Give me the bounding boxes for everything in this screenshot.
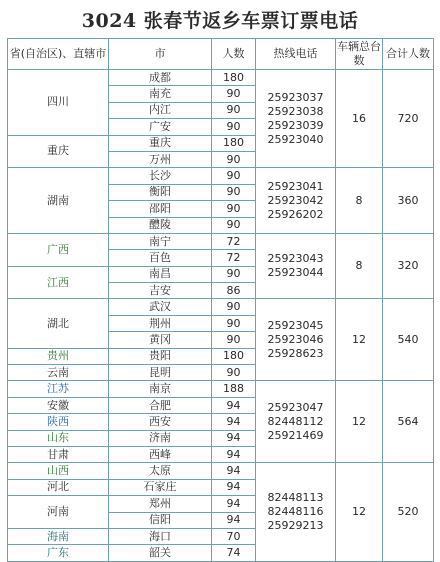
count-cell: 72 [212, 250, 256, 266]
province-cell: 河南 [8, 496, 109, 529]
city-cell: 重庆 [109, 135, 212, 151]
hotline-number: 82448116 [267, 505, 324, 519]
count-cell: 94 [212, 479, 256, 495]
table-body [8, 70, 434, 562]
count-cell: 180 [212, 348, 256, 364]
province-cell: 贵州 [8, 348, 109, 364]
header-city: 市 [109, 39, 212, 70]
hotline-table [7, 38, 434, 562]
hotline-number: 25923045 [267, 318, 324, 332]
count-cell: 94 [212, 463, 256, 479]
hotline-number: 25923046 [267, 332, 324, 346]
city-cell: 昆明 [109, 365, 212, 381]
province-cell: 河北 [8, 479, 109, 495]
count-cell: 90 [212, 266, 256, 282]
count-cell: 90 [212, 102, 256, 118]
table-row [8, 168, 434, 184]
hotline-cell [256, 233, 336, 299]
count-cell: 94 [212, 397, 256, 413]
city-cell: 荆州 [109, 315, 212, 331]
count-cell: 94 [212, 512, 256, 528]
hotline-number: 25923042 [267, 193, 324, 207]
total-cell: 720 [383, 70, 434, 168]
city-cell: 合肥 [109, 397, 212, 413]
total-cell: 540 [383, 299, 434, 381]
city-cell: 邵阳 [109, 201, 212, 217]
province-cell: 江苏 [8, 381, 109, 397]
vehicles-cell: 8 [336, 233, 383, 299]
hotline-number: 25923040 [267, 132, 324, 146]
count-cell: 188 [212, 381, 256, 397]
count-cell: 74 [212, 545, 256, 561]
province-cell: 湖北 [8, 299, 109, 348]
city-cell: 韶关 [109, 545, 212, 561]
province-cell: 广西 [8, 233, 109, 266]
city-cell: 南京 [109, 381, 212, 397]
hotline-cell [256, 463, 336, 561]
table-row [8, 70, 434, 86]
city-cell: 信阳 [109, 512, 212, 528]
count-cell: 90 [212, 332, 256, 348]
total-cell: 564 [383, 381, 434, 463]
count-cell: 90 [212, 365, 256, 381]
city-cell: 西峰 [109, 446, 212, 462]
province-cell: 江西 [8, 266, 109, 299]
hotline-number: 25923037 [267, 90, 324, 104]
province-cell: 广东 [8, 545, 109, 561]
hotline-number: 25928623 [267, 346, 324, 360]
table-header-row [8, 39, 434, 70]
hotline-number: 25923047 [267, 400, 324, 414]
city-cell: 长沙 [109, 168, 212, 184]
hotline-number: 82448112 [267, 414, 324, 428]
hotline-number: 25923039 [267, 118, 324, 132]
count-cell: 90 [212, 217, 256, 233]
count-cell: 94 [212, 496, 256, 512]
count-cell: 90 [212, 151, 256, 167]
hotline-number: 25923044 [267, 266, 324, 280]
count-cell: 180 [212, 70, 256, 86]
count-cell: 94 [212, 414, 256, 430]
city-cell: 万州 [109, 151, 212, 167]
city-cell: 醴陵 [109, 217, 212, 233]
table-row [8, 463, 434, 479]
province-cell: 山东 [8, 430, 109, 446]
city-cell: 南充 [109, 86, 212, 102]
city-cell: 百色 [109, 250, 212, 266]
vehicles-cell: 12 [336, 299, 383, 381]
count-cell: 90 [212, 201, 256, 217]
count-cell: 94 [212, 446, 256, 462]
hotline-cell [256, 70, 336, 168]
count-cell: 90 [212, 299, 256, 315]
city-cell: 武汉 [109, 299, 212, 315]
hotline-number: 25923038 [267, 104, 324, 118]
header-count: 人数 [212, 39, 256, 70]
city-cell: 南昌 [109, 266, 212, 282]
city-cell: 广安 [109, 119, 212, 135]
hotline-cell [256, 381, 336, 463]
province-cell: 四川 [8, 70, 109, 136]
vehicles-cell: 12 [336, 463, 383, 561]
count-cell: 94 [212, 430, 256, 446]
city-cell: 贵阳 [109, 348, 212, 364]
count-cell: 90 [212, 168, 256, 184]
hotline-cell [256, 168, 336, 234]
province-cell: 陕西 [8, 414, 109, 430]
table-row [8, 233, 434, 249]
page-title: 3024 张春节返乡车票订票电话 [81, 10, 359, 32]
province-cell: 重庆 [8, 135, 109, 168]
province-cell: 安徽 [8, 397, 109, 413]
header-vehicles: 车辆总台数 [336, 39, 383, 70]
city-cell: 济南 [109, 430, 212, 446]
table-row [8, 381, 434, 397]
total-cell: 360 [383, 168, 434, 234]
city-cell: 黄冈 [109, 332, 212, 348]
hotline-number: 25921469 [267, 428, 324, 442]
city-cell: 海口 [109, 528, 212, 544]
hotline-number: 25929213 [267, 519, 324, 533]
province-cell: 湖南 [8, 168, 109, 234]
city-cell: 内江 [109, 102, 212, 118]
vehicles-cell: 12 [336, 381, 383, 463]
total-cell: 320 [383, 233, 434, 299]
hotline-number: 25926202 [267, 207, 324, 221]
province-cell: 甘肃 [8, 446, 109, 462]
count-cell: 70 [212, 528, 256, 544]
hotline-number: 25923043 [267, 252, 324, 266]
city-cell: 郑州 [109, 496, 212, 512]
hotline-cell [256, 299, 336, 381]
count-cell: 90 [212, 119, 256, 135]
city-cell: 石家庄 [109, 479, 212, 495]
city-cell: 西安 [109, 414, 212, 430]
hotline-number: 25923041 [267, 179, 324, 193]
count-cell: 90 [212, 184, 256, 200]
city-cell: 衡阳 [109, 184, 212, 200]
count-cell: 90 [212, 315, 256, 331]
province-cell: 山西 [8, 463, 109, 479]
vehicles-cell: 8 [336, 168, 383, 234]
header-province: 省(自治区)、直辖市 [8, 39, 109, 70]
header-total: 合计人数 [383, 39, 434, 70]
count-cell: 180 [212, 135, 256, 151]
table-row [8, 299, 434, 315]
vehicles-cell: 16 [336, 70, 383, 168]
count-cell: 72 [212, 233, 256, 249]
city-cell: 太原 [109, 463, 212, 479]
hotline-number: 82448113 [267, 491, 324, 505]
province-cell: 云南 [8, 365, 109, 381]
province-cell: 海南 [8, 528, 109, 544]
city-cell: 南宁 [109, 233, 212, 249]
count-cell: 90 [212, 86, 256, 102]
city-cell: 成都 [109, 70, 212, 86]
header-hotline: 热线电话 [256, 39, 336, 70]
city-cell: 吉安 [109, 283, 212, 299]
count-cell: 86 [212, 283, 256, 299]
total-cell: 520 [383, 463, 434, 561]
